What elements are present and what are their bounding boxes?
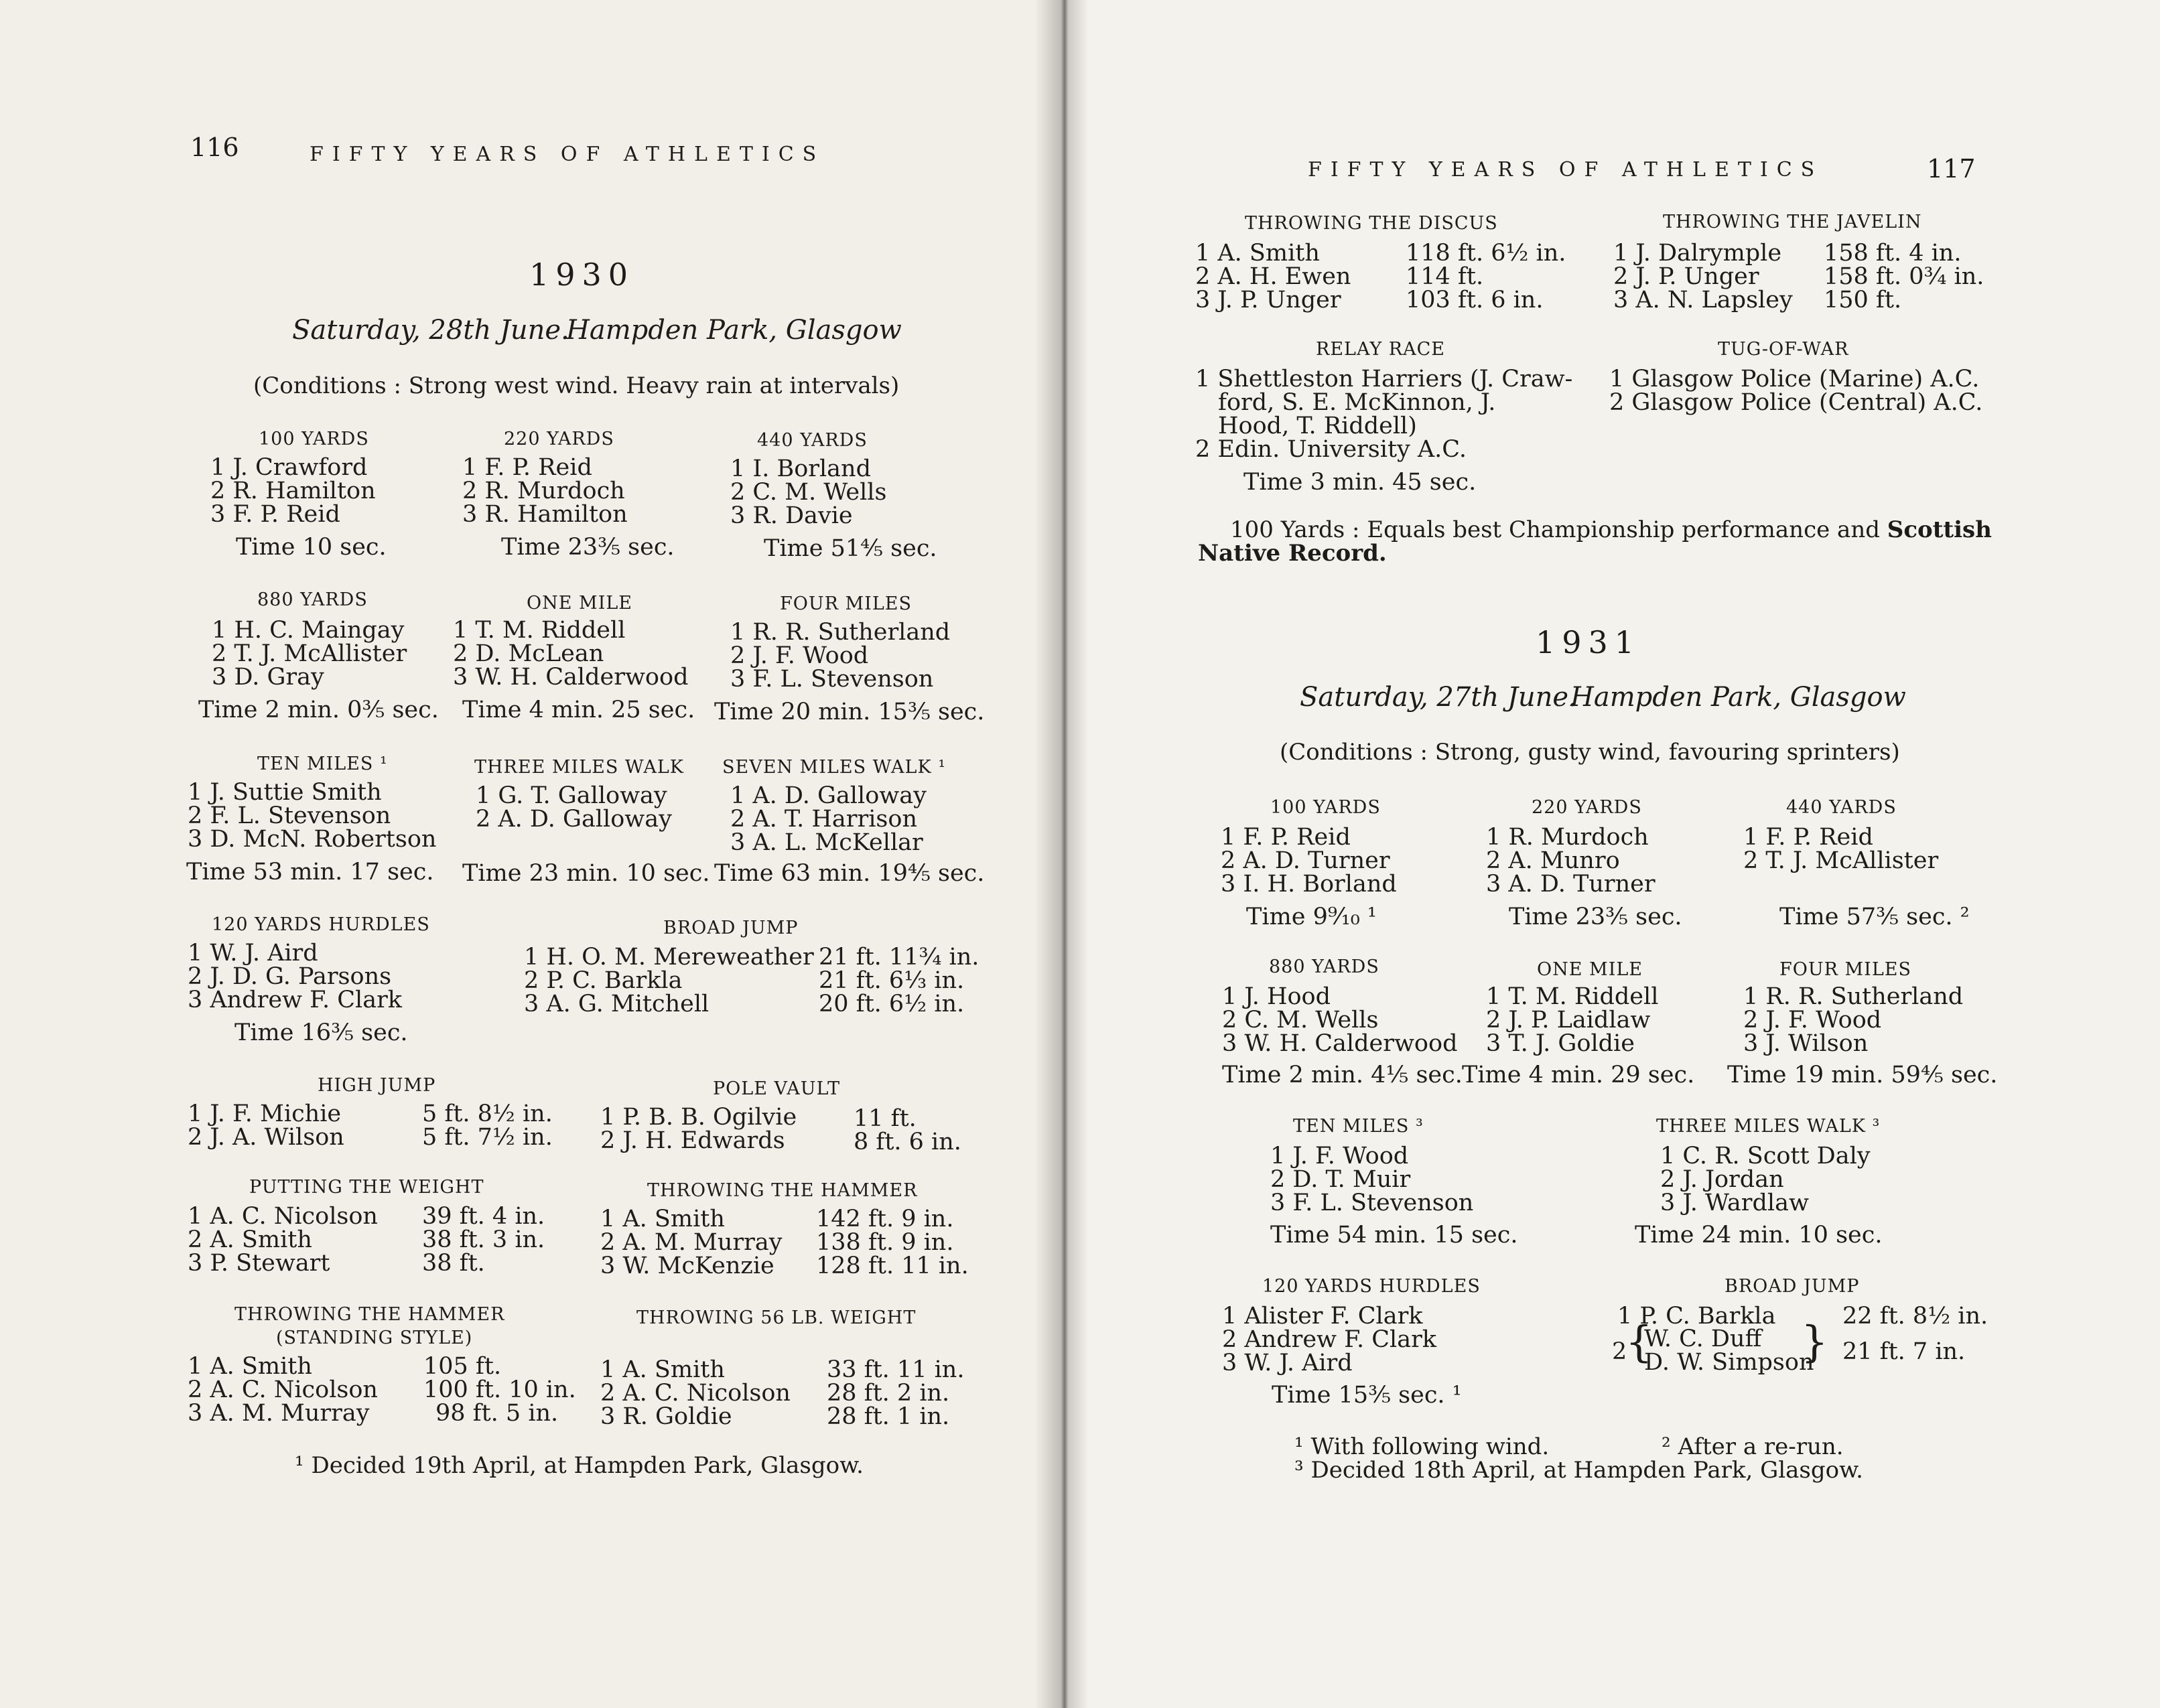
result-3: 3 W. H. Calderwood	[1222, 1030, 1458, 1057]
event-title: THROWING THE DISCUS	[1245, 213, 1498, 234]
result-3: 3 J. P. Unger	[1195, 287, 1341, 313]
result-2: 2 A. C. Nicolson	[600, 1380, 791, 1407]
result-1: 1 A. Smith	[600, 1206, 725, 1232]
note-bold-1: Scottish	[1887, 516, 1992, 543]
note-bold-2: Native Record.	[1198, 540, 1387, 567]
event-title: 880 YARDS	[257, 589, 368, 610]
result-1: 1 H. C. Maingay	[212, 617, 405, 644]
event-title: THROWING THE HAMMER	[234, 1304, 505, 1325]
result-3: 3 W. H. Calderwood	[453, 664, 689, 691]
result-2: 2 A. M. Murray	[600, 1229, 783, 1256]
result-3: 3 J. Wardlaw	[1660, 1190, 1809, 1216]
mark-3: 128 ft. 11 in.	[816, 1253, 969, 1279]
event-title: SEVEN MILES WALK ¹	[722, 757, 947, 778]
result-1: 1 J. Dalrymple	[1613, 240, 1782, 267]
event-time: Time 23⅗ sec.	[1509, 904, 1682, 930]
mark-2: 138 ft. 9 in.	[816, 1229, 954, 1256]
result-2: 2 R. Hamilton	[210, 478, 376, 504]
result-3: 3 D. McN. Robertson	[188, 826, 437, 853]
result-2: 2 J. Jordan	[1660, 1166, 1784, 1193]
event-title: 120 YARDS HURDLES	[1262, 1276, 1481, 1297]
relay-line-1: 1 Shettleston Harriers (J. Craw-	[1195, 366, 1573, 393]
result-2: 2 J. F. Wood	[1743, 1007, 1882, 1034]
result-3: 3 W. J. Aird	[1222, 1350, 1353, 1376]
result-3: 3 F. P. Reid	[210, 501, 340, 528]
event-time: Time 10 sec.	[236, 534, 387, 561]
event-title: 440 YARDS	[757, 430, 868, 451]
mark-1: 22 ft. 8½ in.	[1842, 1303, 1988, 1330]
footnote-3: ³ Decided 18th April, at Hampden Park, Glasgow.	[1294, 1457, 1863, 1484]
result-1: 1 P. B. B. Ogilvie	[600, 1104, 797, 1131]
result-3: 3 A. D. Turner	[1486, 871, 1656, 898]
result-3: 3 R. Hamilton	[462, 501, 628, 528]
result-3: 3 Andrew F. Clark	[188, 987, 403, 1013]
event-title: FOUR MILES	[780, 593, 912, 614]
result-1: 1 I. Borland	[730, 455, 871, 482]
result-1: 1 J. F. Wood	[1270, 1143, 1409, 1169]
result-3: 3 R. Goldie	[600, 1403, 732, 1430]
event-title: THREE MILES WALK	[474, 757, 684, 778]
result-2: 2 A. D. Galloway	[476, 806, 672, 833]
event-time: Time 23⅗ sec.	[501, 534, 675, 561]
page-number: 117	[1927, 154, 1976, 184]
conditions: (Conditions : Strong west wind. Heavy rain at intervals)	[253, 372, 900, 399]
meeting-date: Saturday, 27th June.	[1300, 682, 1577, 713]
result-2: 2 A. Munro	[1486, 847, 1620, 874]
mark-2: 114 ft.	[1406, 263, 1484, 290]
result-3: 3 T. J. Goldie	[1486, 1030, 1635, 1057]
result-2: 2 A. C. Nicolson	[188, 1376, 378, 1403]
result-3: 3 P. Stewart	[188, 1250, 330, 1277]
record-note-text	[1230, 516, 1992, 543]
mark-2: 8 ft. 6 in.	[854, 1129, 961, 1155]
event-time: Time 20 min. 15⅗ sec.	[714, 699, 985, 725]
mark-2: 100 ft. 10 in.	[423, 1376, 576, 1403]
event-time: Time 4 min. 29 sec.	[1462, 1062, 1695, 1088]
running-head: FIFTY YEARS OF ATHLETICS	[1308, 158, 1824, 182]
result-1: 1 J. F. Michie	[188, 1100, 342, 1127]
result-1: 1 F. P. Reid	[1743, 824, 1873, 851]
event-title: BROAD JUMP	[1725, 1276, 1860, 1297]
event-title: POLE VAULT	[713, 1078, 841, 1099]
event-title: 100 YARDS	[259, 429, 369, 449]
right-brace-icon: }	[1801, 1318, 1828, 1367]
result-1: 1 Glasgow Police (Marine) A.C.	[1609, 366, 1980, 393]
result-1: 1 H. O. M. Mereweather	[524, 944, 814, 971]
event-title: 120 YARDS HURDLES	[212, 914, 430, 935]
year-heading: 1931	[1536, 624, 1641, 660]
event-time: Time 24 min. 10 sec.	[1635, 1222, 1883, 1249]
mark-1: 21 ft. 11¾ in.	[819, 944, 980, 971]
mark-2: 38 ft. 3 in.	[422, 1226, 545, 1253]
result-1: 1 R. R. Sutherland	[730, 619, 951, 646]
result-1: 1 J. Crawford	[210, 454, 368, 481]
result-2: 2 A. D. Turner	[1221, 847, 1390, 874]
event-title: THROWING THE JAVELIN	[1663, 212, 1922, 232]
event-title: TEN MILES ¹	[257, 754, 388, 774]
event-time: Time 15⅗ sec. ¹	[1272, 1382, 1462, 1409]
event-time: Time 23 min. 10 sec.	[462, 860, 710, 887]
result-2: 2 C. M. Wells	[730, 479, 887, 506]
event-title: RELAY RACE	[1316, 339, 1445, 360]
event-subtitle: (STANDING STYLE)	[276, 1328, 473, 1348]
mark-1: 33 ft. 11 in.	[827, 1356, 965, 1383]
mark-2: 21 ft. 7 in.	[1842, 1338, 1966, 1365]
result-3: 3 A. M. Murray	[188, 1400, 370, 1427]
event-title: THROWING THE HAMMER	[647, 1180, 918, 1201]
result-1: 1 A. Smith	[1195, 240, 1320, 267]
result-2: 2 D. T. Muir	[1270, 1166, 1411, 1193]
meeting-date: Saturday, 28th June.	[292, 315, 569, 346]
result-1: 1 A. C. Nicolson	[188, 1203, 378, 1230]
mark-2: 158 ft. 0¾ in.	[1824, 263, 1984, 290]
result-3: 3 F. L. Stevenson	[1270, 1190, 1474, 1216]
mark-3: 38 ft.	[422, 1250, 485, 1277]
mark-1: 39 ft. 4 in.	[422, 1203, 545, 1230]
result-2: 2 C. M. Wells	[1222, 1007, 1379, 1034]
result-3: 3 F. L. Stevenson	[730, 666, 934, 693]
event-title: 220 YARDS	[1532, 797, 1642, 818]
result-2: 2 J. P. Laidlaw	[1486, 1007, 1651, 1034]
result-1: 1 T. M. Riddell	[1486, 983, 1659, 1010]
result-2: 2 F. L. Stevenson	[188, 802, 391, 829]
right-page	[1067, 0, 2160, 1708]
result-3: 3 W. McKenzie	[600, 1253, 774, 1279]
event-time: Time 16⅗ sec.	[234, 1019, 408, 1046]
event-time: Time 63 min. 19⅘ sec.	[714, 860, 985, 887]
relay-line-4: 2 Edin. University A.C.	[1195, 436, 1467, 463]
result-2: 2 T. J. McAllister	[1743, 847, 1939, 874]
event-time: Time 3 min. 45 sec.	[1243, 469, 1477, 496]
meeting-venue: Hampden Park, Glasgow	[566, 315, 902, 346]
event-time: Time 54 min. 15 sec.	[1270, 1222, 1518, 1249]
mark-1: 11 ft.	[854, 1105, 917, 1132]
event-title: 880 YARDS	[1269, 956, 1379, 977]
tie-result-a: W. C. Duff	[1644, 1326, 1762, 1352]
result-2: 2 Andrew F. Clark	[1222, 1326, 1437, 1353]
result-1: 1 R. Murdoch	[1486, 824, 1649, 851]
result-2: 2 T. J. McAllister	[212, 640, 407, 667]
event-title: PUTTING THE WEIGHT	[249, 1177, 484, 1198]
book-gutter	[1035, 0, 1089, 1708]
result-1: 1 J. Hood	[1222, 983, 1331, 1010]
result-3: 3 A. N. Lapsley	[1613, 287, 1793, 313]
result-3: 3 D. Gray	[212, 664, 324, 691]
result-1: 1 F. P. Reid	[462, 454, 592, 481]
event-title: ONE MILE	[1537, 959, 1643, 980]
result-1: 1 F. P. Reid	[1221, 824, 1351, 851]
left-brace-icon: {	[1625, 1318, 1653, 1367]
result-1: 1 J. Suttie Smith	[188, 779, 382, 806]
result-1: 1 A. Smith	[600, 1356, 725, 1383]
result-3: 3 R. Davie	[730, 502, 853, 529]
result-2: 2 J. P. Unger	[1613, 263, 1759, 290]
event-title: 440 YARDS	[1786, 797, 1897, 818]
mark-1: 105 ft.	[423, 1353, 502, 1380]
event-time: Time 19 min. 59⅘ sec.	[1727, 1062, 1998, 1088]
result-2: 2 R. Murdoch	[462, 478, 625, 504]
conditions: (Conditions : Strong, gusty wind, favouring sprinters)	[1280, 739, 1900, 766]
mark-3: 103 ft. 6 in.	[1406, 287, 1544, 313]
running-head: FIFTY YEARS OF ATHLETICS	[310, 143, 825, 166]
result-1: 1 A. Smith	[188, 1353, 312, 1380]
meeting-venue: Hampden Park, Glasgow	[1570, 682, 1906, 713]
footnote-2: ² After a re-run.	[1662, 1433, 1844, 1460]
result-1: 1 C. R. Scott Daly	[1660, 1143, 1871, 1169]
result-2: 2 J. F. Wood	[730, 642, 869, 669]
mark-1: 118 ft. 6½ in.	[1406, 240, 1566, 267]
year-heading: 1930	[529, 257, 635, 293]
relay-line-2: ford, S. E. McKinnon, J.	[1218, 389, 1496, 416]
result-3: 3 A. G. Mitchell	[524, 991, 710, 1017]
event-title: TUG-OF-WAR	[1718, 339, 1849, 360]
result-2: 2 A. T. Harrison	[730, 806, 917, 833]
mark-1: 158 ft. 4 in.	[1824, 240, 1962, 267]
result-1: 1 T. M. Riddell	[453, 617, 626, 644]
mark-1: 142 ft. 9 in.	[816, 1206, 954, 1232]
mark-3: 98 ft. 5 in.	[435, 1400, 559, 1427]
result-2: 2 P. C. Barkla	[524, 967, 683, 994]
result-1: 1 R. R. Sutherland	[1743, 983, 1964, 1010]
event-time: Time 53 min. 17 sec.	[186, 859, 434, 885]
event-title: 220 YARDS	[504, 429, 614, 449]
result-3: 3 I. H. Borland	[1221, 871, 1397, 898]
result-3: 3 A. L. McKellar	[730, 829, 923, 856]
mark-3: 28 ft. 1 in.	[827, 1403, 950, 1430]
event-time: Time 2 min. 4⅕ sec.	[1222, 1062, 1463, 1088]
result-1: 1 G. T. Galloway	[476, 782, 667, 809]
result-1: 1 P. C. Barkla	[1617, 1303, 1776, 1330]
footnote: ¹ Decided 19th April, at Hampden Park, Glasgow.	[295, 1452, 864, 1479]
result-2: 2 D. McLean	[453, 640, 604, 667]
event-title: FOUR MILES	[1779, 959, 1911, 980]
event-time: Time 9⁹⁄₁₀ ¹	[1246, 904, 1377, 930]
tie-result-b: D. W. Simpson	[1644, 1349, 1814, 1376]
result-2: 2 J. D. G. Parsons	[188, 963, 392, 990]
event-time: Time 2 min. 0⅗ sec.	[198, 697, 439, 723]
result-1: 1 Alister F. Clark	[1222, 1303, 1423, 1330]
event-time: Time 51⅘ sec.	[764, 535, 937, 562]
result-2: 2 J. H. Edwards	[600, 1127, 785, 1154]
mark-1: 5 ft. 8½ in.	[422, 1100, 553, 1127]
result-2: 2 J. A. Wilson	[188, 1124, 344, 1151]
page-number: 116	[190, 133, 239, 162]
event-title: BROAD JUMP	[663, 918, 799, 938]
event-title: TEN MILES ³	[1293, 1116, 1424, 1137]
result-2: 2 A. Smith	[188, 1226, 312, 1253]
mark-3: 20 ft. 6½ in.	[819, 991, 965, 1017]
event-title: THROWING 56 LB. WEIGHT	[636, 1307, 917, 1328]
result-2: 2 Glasgow Police (Central) A.C.	[1609, 389, 1983, 416]
mark-3: 150 ft.	[1824, 287, 1902, 313]
mark-2: 5 ft. 7½ in.	[422, 1124, 553, 1151]
event-time: Time 4 min. 25 sec.	[462, 697, 695, 723]
tie-place: 2	[1612, 1338, 1627, 1365]
result-1: 1 W. J. Aird	[188, 940, 318, 967]
mark-2: 21 ft. 6⅓ in.	[819, 967, 965, 994]
mark-2: 28 ft. 2 in.	[827, 1380, 950, 1407]
event-title: HIGH JUMP	[318, 1075, 436, 1096]
left-page	[0, 0, 1067, 1708]
result-1: 1 A. D. Galloway	[730, 782, 927, 809]
result-2: 2 A. H. Ewen	[1195, 263, 1351, 290]
relay-line-3: Hood, T. Riddell)	[1218, 413, 1417, 439]
event-title: THREE MILES WALK ³	[1656, 1116, 1881, 1137]
event-title: ONE MILE	[527, 593, 633, 614]
result-3: 3 J. Wilson	[1743, 1030, 1869, 1057]
footnote-1: ¹ With following wind.	[1294, 1433, 1550, 1460]
event-time: Time 57⅗ sec. ²	[1779, 904, 1970, 930]
note-start: 100 Yards : Equals best Championship performance and	[1230, 516, 1880, 543]
event-title: 100 YARDS	[1270, 797, 1381, 818]
